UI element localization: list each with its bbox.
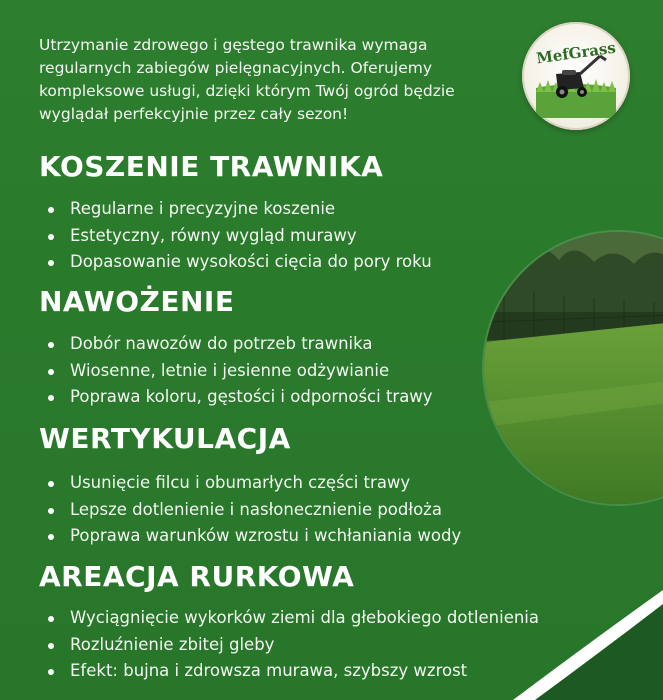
list-item: Efekt: bujna i zdrowsza murawa, szybszy wzrost xyxy=(39,658,599,685)
list-item: Usunięcie filcu i obumarłych części trawy xyxy=(39,470,599,497)
list-item: Estetyczny, równy wygląd murawy xyxy=(39,223,599,250)
list-item: Dobór nawozów do potrzeb trawnika xyxy=(39,331,599,358)
list-item: Rozluźnienie zbitej gleby xyxy=(39,632,599,659)
corner-wave-decoration xyxy=(473,570,663,700)
section-title-koszenie: KOSZENIE TRAWNIKA xyxy=(39,150,384,183)
section-list-koszenie xyxy=(39,196,599,276)
section-title-wertykulacja: WERTYKULACJA xyxy=(39,422,291,455)
section-title-areacja: AREACJA RURKOWA xyxy=(39,560,355,593)
list-item: Dopasowanie wysokości cięcia do pory roku xyxy=(39,249,599,276)
list-item: Poprawa koloru, gęstości i odporności trawy xyxy=(39,384,599,411)
logo-text: MefGrass xyxy=(535,38,617,68)
list-item: Poprawa warunków wzrostu i wchłaniania wody xyxy=(39,523,599,550)
list-item: Lepsze dotlenienie i nasłonecznienie podłoża xyxy=(39,497,599,524)
section-title-nawozenie: NAWOŻENIE xyxy=(39,285,235,318)
list-item: Wyciągnięcie wykorków ziemi dla głebokiego dotlenienia xyxy=(39,605,599,632)
section-list-nawozenie xyxy=(39,331,599,411)
brand-logo xyxy=(522,22,630,130)
section-list-wertykulacja xyxy=(39,470,599,550)
intro-text: Utrzymanie zdrowego i gęstego trawnika wymaga regularnych zabiegów pielęgnacyjnych. Oferujemy kompleksowe usługi, dzięki którym Twój ogród będzie wyglądał perfekcyjnie przez cały sezon! xyxy=(39,36,455,123)
list-item: Regularne i precyzyjne koszenie xyxy=(39,196,599,223)
list-item: Wiosenne, letnie i jesienne odżywianie xyxy=(39,358,599,385)
